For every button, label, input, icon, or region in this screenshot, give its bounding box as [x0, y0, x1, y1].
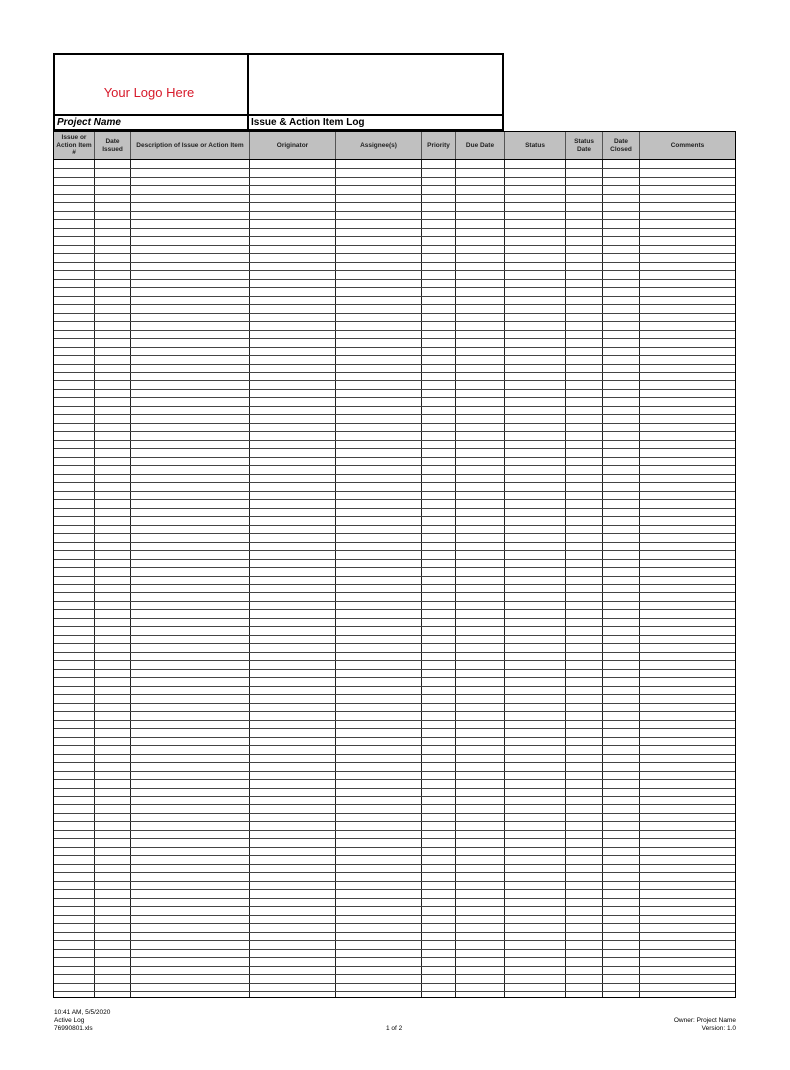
table-row[interactable]: [54, 482, 735, 490]
table-row[interactable]: [54, 542, 735, 550]
row-divider: [54, 584, 735, 585]
row-divider: [54, 779, 735, 780]
table-row[interactable]: [54, 516, 735, 524]
table-row[interactable]: [54, 796, 735, 804]
table-row[interactable]: [54, 160, 735, 168]
log-title: Issue & Action Item Log: [251, 117, 365, 128]
table-row[interactable]: [54, 881, 735, 889]
row-divider: [54, 694, 735, 695]
row-divider: [54, 881, 735, 882]
table-row[interactable]: [54, 966, 735, 974]
table-row[interactable]: [54, 347, 735, 355]
row-divider: [54, 576, 735, 577]
table-row[interactable]: [54, 431, 735, 439]
footer-left: [54, 1009, 110, 1033]
table-row[interactable]: [54, 533, 735, 541]
table-row[interactable]: [54, 380, 735, 388]
row-divider: [54, 686, 735, 687]
table-row[interactable]: [54, 864, 735, 872]
column-header-description: Description of Issue or Action Item: [131, 132, 250, 159]
row-divider: [54, 525, 735, 526]
row-divider: [54, 771, 735, 772]
table-row[interactable]: [54, 643, 735, 651]
row-divider: [54, 262, 735, 263]
table-row[interactable]: [54, 974, 735, 982]
row-divider: [54, 313, 735, 314]
table-row[interactable]: [54, 185, 735, 193]
row-divider: [54, 813, 735, 814]
row-divider: [54, 906, 735, 907]
row-divider: [54, 533, 735, 534]
row-divider: [54, 796, 735, 797]
row-divider: [54, 991, 735, 992]
table-row[interactable]: [54, 609, 735, 617]
table-row[interactable]: [54, 465, 735, 473]
log-header-box: [53, 53, 504, 131]
row-divider: [54, 406, 735, 407]
column-header-comments: Comments: [670, 141, 705, 149]
table-row[interactable]: [54, 499, 735, 507]
row-divider: [54, 855, 735, 856]
table-row[interactable]: [54, 635, 735, 643]
table-row[interactable]: [54, 626, 735, 634]
row-divider: [54, 380, 735, 381]
row-divider: [54, 983, 735, 984]
row-divider: [54, 321, 735, 322]
row-divider: [54, 974, 735, 975]
row-divider: [54, 482, 735, 483]
row-divider: [54, 728, 735, 729]
table-row[interactable]: [54, 584, 735, 592]
row-divider: [54, 567, 735, 568]
table-row[interactable]: [54, 559, 735, 567]
row-divider: [54, 270, 735, 271]
table-row[interactable]: [54, 983, 735, 991]
table-row[interactable]: [54, 287, 735, 295]
column-header-originator: Originator: [250, 132, 336, 159]
row-divider: [54, 338, 735, 339]
table-row[interactable]: [54, 372, 735, 380]
footer-sheet-name: Active Log: [54, 1017, 85, 1024]
row-divider: [54, 440, 735, 441]
row-divider: [54, 431, 735, 432]
table-row[interactable]: [54, 355, 735, 363]
table-row[interactable]: [54, 932, 735, 940]
row-divider: [54, 788, 735, 789]
table-row[interactable]: [54, 270, 735, 278]
table-row[interactable]: [54, 728, 735, 736]
row-divider: [54, 949, 735, 950]
row-divider: [54, 966, 735, 967]
table-row[interactable]: [54, 313, 735, 321]
table-row[interactable]: [54, 652, 735, 660]
row-divider: [54, 915, 735, 916]
table-row[interactable]: [54, 915, 735, 923]
table-row[interactable]: [54, 406, 735, 414]
table-body: [54, 160, 735, 997]
column-header-date-closed: Date Closed: [603, 132, 640, 159]
table-row[interactable]: [54, 872, 735, 880]
row-divider: [54, 660, 735, 661]
table-row[interactable]: [54, 694, 735, 702]
row-divider: [54, 279, 735, 280]
row-divider: [54, 703, 735, 704]
row-divider: [54, 245, 735, 246]
table-row[interactable]: [54, 804, 735, 812]
table-row[interactable]: [54, 457, 735, 465]
row-divider: [54, 202, 735, 203]
table-row[interactable]: [54, 389, 735, 397]
table-row[interactable]: [54, 304, 735, 312]
row-divider: [54, 491, 735, 492]
column-header-due-date: Due Date: [456, 132, 505, 159]
table-row[interactable]: [54, 576, 735, 584]
table-row[interactable]: [54, 448, 735, 456]
row-divider: [54, 898, 735, 899]
footer-timestamp: 10:41 AM, 5/5/2020: [54, 1009, 111, 1016]
row-divider: [54, 932, 735, 933]
row-divider: [54, 457, 735, 458]
row-divider: [54, 754, 735, 755]
table-row[interactable]: [54, 898, 735, 906]
row-divider: [54, 185, 735, 186]
row-divider: [54, 550, 735, 551]
table-row[interactable]: [54, 567, 735, 575]
row-divider: [54, 592, 735, 593]
table-row[interactable]: [54, 364, 735, 372]
table-row[interactable]: [54, 686, 735, 694]
table-row[interactable]: [54, 262, 735, 270]
row-divider: [54, 762, 735, 763]
column-header-status: Status: [505, 132, 566, 159]
table-row[interactable]: [54, 440, 735, 448]
row-divider: [54, 957, 735, 958]
column-header-priority: Priority: [422, 132, 456, 159]
row-divider: [54, 804, 735, 805]
table-row[interactable]: [54, 177, 735, 185]
row-divider: [54, 211, 735, 212]
column-header-status-date: Status Date: [566, 132, 603, 159]
row-divider: [54, 872, 735, 873]
table-row[interactable]: [54, 423, 735, 431]
table-row[interactable]: [54, 245, 735, 253]
footer-version: Version: 1.0: [701, 1025, 736, 1032]
row-divider: [54, 940, 735, 941]
table-row[interactable]: [54, 508, 735, 516]
row-divider: [54, 889, 735, 890]
table-row[interactable]: [54, 821, 735, 829]
table-row[interactable]: [54, 940, 735, 948]
table-row[interactable]: [54, 906, 735, 914]
row-divider: [54, 228, 735, 229]
table-row[interactable]: [54, 762, 735, 770]
table-row[interactable]: [54, 788, 735, 796]
table-row[interactable]: [54, 219, 735, 227]
table-row[interactable]: [54, 813, 735, 821]
row-divider: [54, 711, 735, 712]
table-row[interactable]: [54, 330, 735, 338]
row-divider: [54, 923, 735, 924]
column-header-date-issued: Date Issued: [95, 132, 131, 159]
row-divider: [54, 499, 735, 500]
row-divider: [54, 720, 735, 721]
table-row[interactable]: [54, 211, 735, 219]
table-row[interactable]: [54, 771, 735, 779]
row-divider: [54, 601, 735, 602]
row-divider: [54, 330, 735, 331]
row-divider: [54, 618, 735, 619]
footer-page-number: 1 of 2: [386, 1025, 403, 1032]
table-row[interactable]: [54, 194, 735, 202]
row-divider: [54, 389, 735, 390]
footer-right: [674, 1017, 736, 1033]
table-row[interactable]: [54, 855, 735, 863]
row-divider: [54, 516, 735, 517]
row-divider: [54, 236, 735, 237]
row-divider: [54, 364, 735, 365]
table-row[interactable]: [54, 737, 735, 745]
row-divider: [54, 347, 735, 348]
row-divider: [54, 253, 735, 254]
row-divider: [54, 635, 735, 636]
table-row[interactable]: [54, 397, 735, 405]
issue-log-table: [53, 131, 736, 998]
row-divider: [54, 508, 735, 509]
table-row[interactable]: [54, 745, 735, 753]
table-row[interactable]: [54, 414, 735, 422]
row-divider: [54, 864, 735, 865]
column-header-assignees: Assignee(s): [336, 132, 422, 159]
table-row[interactable]: [54, 923, 735, 931]
row-divider: [54, 652, 735, 653]
table-row[interactable]: [54, 279, 735, 287]
table-row[interactable]: [54, 703, 735, 711]
table-row[interactable]: [54, 957, 735, 965]
row-divider: [54, 609, 735, 610]
row-divider: [54, 474, 735, 475]
row-divider: [54, 168, 735, 169]
table-row[interactable]: [54, 474, 735, 482]
row-divider: [54, 669, 735, 670]
table-row[interactable]: [54, 754, 735, 762]
table-row[interactable]: [54, 338, 735, 346]
table-row[interactable]: [54, 253, 735, 261]
table-row[interactable]: [54, 236, 735, 244]
table-row[interactable]: [54, 618, 735, 626]
row-divider: [54, 737, 735, 738]
row-divider: [54, 677, 735, 678]
table-row[interactable]: [54, 889, 735, 897]
table-row[interactable]: [54, 991, 735, 999]
footer-owner: Owner: Project Name: [673, 1017, 736, 1024]
row-divider: [54, 397, 735, 398]
footer-file-name: 76990801.xls: [54, 1025, 93, 1032]
table-row[interactable]: [54, 720, 735, 728]
table-row[interactable]: [54, 669, 735, 677]
row-divider: [54, 626, 735, 627]
table-row[interactable]: [54, 525, 735, 533]
table-row[interactable]: [54, 228, 735, 236]
row-divider: [54, 219, 735, 220]
table-row[interactable]: [54, 847, 735, 855]
table-row[interactable]: [54, 677, 735, 685]
row-divider: [54, 830, 735, 831]
table-row[interactable]: [54, 321, 735, 329]
row-divider: [54, 304, 735, 305]
row-divider: [54, 838, 735, 839]
table-row[interactable]: [54, 660, 735, 668]
logo-cell: [55, 55, 249, 116]
row-divider: [54, 847, 735, 848]
table-row[interactable]: [54, 779, 735, 787]
row-divider: [54, 821, 735, 822]
table-row[interactable]: [54, 838, 735, 846]
table-row[interactable]: [54, 601, 735, 609]
row-divider: [54, 559, 735, 560]
logo-placeholder: Your Logo Here: [103, 85, 195, 100]
row-divider: [54, 177, 735, 178]
row-divider: [54, 296, 735, 297]
table-row[interactable]: [54, 550, 735, 558]
row-divider: [54, 372, 735, 373]
table-row[interactable]: [54, 296, 735, 304]
row-divider: [54, 423, 735, 424]
row-divider: [54, 542, 735, 543]
table-row[interactable]: [54, 168, 735, 176]
row-divider: [54, 414, 735, 415]
table-row[interactable]: [54, 491, 735, 499]
row-divider: [54, 355, 735, 356]
table-row[interactable]: [54, 202, 735, 210]
table-row[interactable]: [54, 949, 735, 957]
table-row[interactable]: [54, 711, 735, 719]
row-divider: [54, 465, 735, 466]
table-header-row: [54, 132, 735, 160]
column-header-item-no: Issue or Action Item #: [54, 132, 95, 159]
table-row[interactable]: [54, 592, 735, 600]
row-divider: [54, 194, 735, 195]
table-row[interactable]: [54, 830, 735, 838]
row-divider: [54, 745, 735, 746]
row-divider: [54, 643, 735, 644]
header-blank-cell: [249, 55, 502, 116]
project-name: Project Name: [55, 116, 249, 129]
row-divider: [54, 287, 735, 288]
row-divider: [54, 448, 735, 449]
